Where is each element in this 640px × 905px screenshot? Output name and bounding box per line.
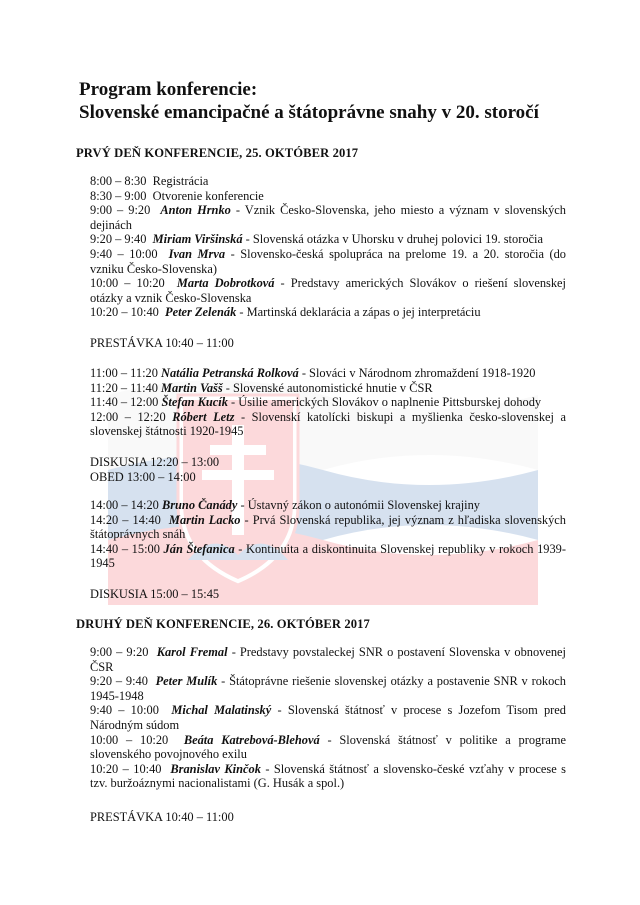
schedule-entry: 12:00 – 12:20 Róbert Letz - Slovenskí katolícki biskupi a myšlienka česko-slovenskej a slovenskej štátnosti 1920-1945 bbox=[90, 409, 566, 439]
schedule-entry: 9:00 – 9:20 Karol Fremal - Predstavy povstaleckej SNR o postavení Slovenska v obnovenej ČSR bbox=[90, 645, 566, 674]
schedule-entry: 10:20 – 10:40 Peter Zelenák - Martinská deklarácia a zápas o jej interpretáciu bbox=[90, 305, 481, 320]
schedule-entry: 9:20 – 9:40 Peter Mulík - Štátoprávne riešenie slovenskej otázky a postavenie SNR v rokoch 1945-1948 bbox=[90, 674, 566, 703]
schedule-entry: 11:40 – 12:00 Štefan Kucík - Úsilie amerických Slovákov o naplnenie Pittsburskej dohody bbox=[90, 395, 542, 410]
schedule-entry: 8:00 – 8:30 Registrácia bbox=[90, 174, 209, 188]
speaker-name: Branislav Kinčok bbox=[170, 761, 261, 776]
schedule-entry: 9:40 – 10:00 Ivan Mrva - Slovensko-česká spolupráca na prelome 19. a 20. storočia (do vzniku Česko-Slovenska) bbox=[90, 246, 566, 276]
speaker-name: Anton Hrnko bbox=[160, 203, 231, 218]
lunch-label: OBED 13:00 – 14:00 bbox=[90, 470, 196, 484]
discussion-label: DISKUSIA 12:20 – 13:00 bbox=[90, 455, 220, 469]
speaker-name: Róbert Letz bbox=[172, 409, 235, 424]
page-title bbox=[79, 78, 539, 124]
discussion-label: DISKUSIA 15:00 – 15:45 bbox=[90, 587, 220, 601]
schedule-entry: 11:00 – 11:20 Natália Petranská Rolková - Slováci v Národnom zhromaždení 1918-1920 bbox=[90, 366, 536, 380]
speaker-name: Ivan Mrva bbox=[168, 246, 226, 261]
speaker-name: Štefan Kucík bbox=[161, 395, 228, 410]
speaker-name: Michal Malatinský bbox=[171, 703, 272, 718]
speaker-name: Martin Vašš bbox=[161, 380, 223, 395]
day1-block1 bbox=[90, 174, 566, 320]
day1-block2 bbox=[90, 366, 566, 439]
day1-heading: PRVÝ DEŇ KONFERENCIE, 25. OKTÓBER 2017 bbox=[76, 146, 359, 160]
speaker-name: Beáta Katrebová-Blehová bbox=[183, 732, 320, 747]
break-label: PRESTÁVKA 10:40 – 11:00 bbox=[90, 810, 234, 824]
title-line-1: Program konferencie: bbox=[79, 79, 258, 100]
schedule-entry: 14:20 – 14:40 Martin Lacko - Prvá Slovenská republika, jej význam z hľadiska slovenských štátoprávnych snáh bbox=[90, 512, 566, 542]
break-label: PRESTÁVKA 10:40 – 11:00 bbox=[90, 336, 234, 350]
schedule-entry: 10:00 – 10:20 Beáta Katrebová-Blehová - Slovenská štátnosť v politike a programe slovenského povojnového exilu bbox=[90, 732, 566, 762]
schedule-entry: 9:40 – 10:00 Michal Malatinský - Slovenská štátnosť v procese s Jozefom Tisom pred Národným súdom bbox=[90, 703, 566, 732]
speaker-name: Ján Štefanica bbox=[163, 541, 235, 556]
title-line-2: Slovenské emancipačné a štátoprávne snahy v 20. storočí bbox=[79, 102, 539, 123]
schedule-entry: 9:20 – 9:40 Miriam Viršinská - Slovenská otázka v Uhorsku v druhej polovici 19. storočia bbox=[90, 232, 543, 247]
schedule-entry: 14:40 – 15:00 Ján Štefanica - Kontinuita a diskontinuita Slovenskej republiky v rokoch 1939-1945 bbox=[90, 541, 566, 571]
day1-block3 bbox=[90, 498, 566, 571]
speaker-name: Bruno Čanády bbox=[161, 498, 238, 512]
schedule-entry: 10:20 – 10:40 Branislav Kinčok - Slovenská štátnosť a slovensko-české vzťahy v procese s tzv. buržoáznymi nacionalistami (G. Husák a spol.) bbox=[90, 761, 566, 791]
speaker-name: Peter Mulík bbox=[155, 674, 218, 689]
schedule-entry: 11:20 – 11:40 Martin Vašš - Slovenské autonomistické hnutie v ČSR bbox=[90, 380, 433, 395]
speaker-name: Miriam Viršinská bbox=[152, 232, 243, 247]
day2-block1 bbox=[90, 645, 566, 791]
speaker-name: Natália Petranská Rolková bbox=[161, 366, 299, 380]
schedule-entry: 9:00 – 9:20 Anton Hrnko - Vznik Česko-Slovenska, jeho miesto a význam v slovenských dejinách bbox=[90, 203, 566, 232]
schedule-entry: 14:00 – 14:20 Bruno Čanády - Ústavný zákon o autonómii Slovenskej krajiny bbox=[90, 498, 480, 512]
speaker-name: Peter Zelenák bbox=[165, 305, 237, 320]
day2-heading: DRUHÝ DEŇ KONFERENCIE, 26. OKTÓBER 2017 bbox=[76, 617, 370, 631]
speaker-name: Marta Dobrotková bbox=[176, 276, 275, 291]
schedule-entry: 8:30 – 9:00 Otvorenie konferencie bbox=[90, 188, 264, 203]
schedule-entry: 10:00 – 10:20 Marta Dobrotková - Predstavy amerických Slovákov o riešení slovenskej otázky a vznik Česko-Slovenska bbox=[90, 276, 566, 305]
speaker-name: Martin Lacko bbox=[168, 512, 241, 527]
speaker-name: Karol Fremal bbox=[156, 645, 228, 659]
